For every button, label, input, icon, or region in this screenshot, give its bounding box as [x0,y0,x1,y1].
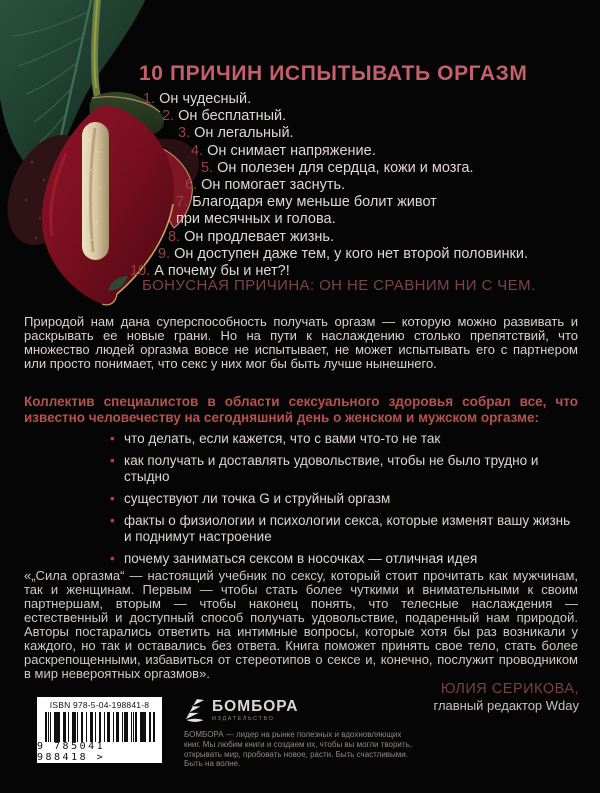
barcode-bars [45,712,155,742]
publisher-logo [184,699,434,723]
reason-number: 7. [176,194,189,211]
reason-item-4 [191,143,590,160]
reviewer-role: главный редактор Wday [433,698,579,713]
publisher-description: БОМБОРА — лидер на рынке полезных и вдохновляющих книг. Мы любим книги и создаем их, чтобы вы могли творить, открывать мир, пробовать новое, расти. Быть счастливыми. Быть на волне. [184,730,412,769]
reason-item-3 [178,125,590,142]
reason-number: 2. [162,108,175,125]
bullet-icon: • [110,431,115,446]
reason-number: 6. [185,177,198,194]
publisher-subtitle: ИЗДАТЕЛЬСТВО [212,716,275,722]
publisher-block [184,699,434,769]
list-item-text: существуют ли точка G и струйный оргазм [124,491,391,506]
bullet-icon: • [110,513,115,528]
reason-number: 8. [168,228,181,245]
reason-text-line2: при месячных и голова. [176,211,336,228]
review-quote: «„Сила оргазма“ — настоящий учебник по сексу, который стоит прочитать как мужчинам, так и женщинам. Первым — чтобы стать более чуткими и внимательными к своим партнершам, вторым — чтобы наконец понять, что телесные наслаждения — естественный и доступный способ получать удовольствие, подаренный нам природой. Авторы постарались ответить на интимные вопросы, которые хотя бы раз возникали у каждого, но так и оставались без ответа. Книга поможет принять свое тело, стать более раскрепощенными, избавиться от стереотипов о сексе и, конечно, послужит проводником в мир невероятных оргазмов». [24,568,578,681]
reason-text: Он бесплатный. [178,108,287,125]
reason-item-8 [168,229,590,246]
reason-text: Он снимает напряжение. [207,142,376,159]
wave-surfer-icon [184,699,206,723]
reason-number: 4. [191,142,204,159]
bonus-reason: БОНУСНАЯ ПРИЧИНА: ОН НЕ СРАВНИМ НИ С ЧЕМ. [142,277,536,294]
reason-item-2 [162,108,590,125]
reason-number: 10. [130,263,151,280]
list-item-text: факты о физиологии и психологии секса, которые изменят вашу жизнь [124,513,571,528]
bullet-icon: • [110,453,115,468]
reason-number: 5. [201,159,214,176]
list-item-text-line2: и поднимут настроение [124,529,272,544]
topics-list [110,431,580,573]
reason-item-7 [176,194,590,228]
reason-text: Он полезен для сердца, кожи и мозга. [217,159,474,176]
reason-number: 1. [143,91,156,107]
intro-paragraph: Природой нам дана суперспособность получать оргазм — которую можно развивать и раскрывать ее новые грани. Но на пути к наслаждению столько препятствий, что множество людей оргазма вовсе не испытывает, не может испытывать его с партнером или просто понимает, что секс у них мог бы быть лучше нынешнего. [24,314,578,371]
reasons-list [130,91,590,280]
bullet-icon: • [110,491,115,506]
list-item-text: как получать и доставлять удовольствие, чтобы не было трудно и стыдно [124,453,539,484]
reason-text: А почему бы и нет?! [154,263,290,280]
reason-item-1 [143,91,590,108]
reason-item-5 [201,160,590,177]
reason-text: Он доступен даже тем, у кого нет второй половинки. [174,245,529,262]
list-item-text: что делать, если кажется, что с вами что-то не так [124,431,441,446]
list-item [110,551,580,567]
list-item [110,513,580,545]
reason-text: Он чудесный. [159,91,252,107]
reason-text: Благодаря ему меньше болит живот [192,194,437,211]
bullet-icon: • [110,551,115,566]
specialists-paragraph: Коллектив специалистов в области сексуального здоровья собрал все, что известно человечеству на сегодняшний день о женском и мужском оргазме: [24,394,578,425]
list-item [110,453,580,485]
reason-text: Он продлевает жизнь. [184,228,334,245]
list-item [110,491,580,507]
reason-text: Он помогает заснуть. [201,177,346,194]
reason-text: Он легальный. [194,125,294,142]
list-item-text: почему заниматься сексом в носочках — отличная идея [124,551,478,566]
publisher-name: БОМБОРА [212,698,299,715]
reason-item-9 [158,246,590,263]
reviewer-name: ЮЛИЯ СЕРИКОВА, [440,681,579,697]
isbn-digits: 9 785041 988418 > [37,741,106,763]
reason-number: 9. [158,245,171,262]
isbn-barcode [37,697,162,763]
reason-number: 3. [178,125,191,142]
isbn-label: ISBN 978-5-04-198841-8 [49,700,150,710]
page-title: 10 ПРИЧИН ИСПЫТЫВАТЬ ОРГАЗМ [139,62,528,85]
list-item [110,431,580,447]
reason-item-6 [185,177,590,194]
